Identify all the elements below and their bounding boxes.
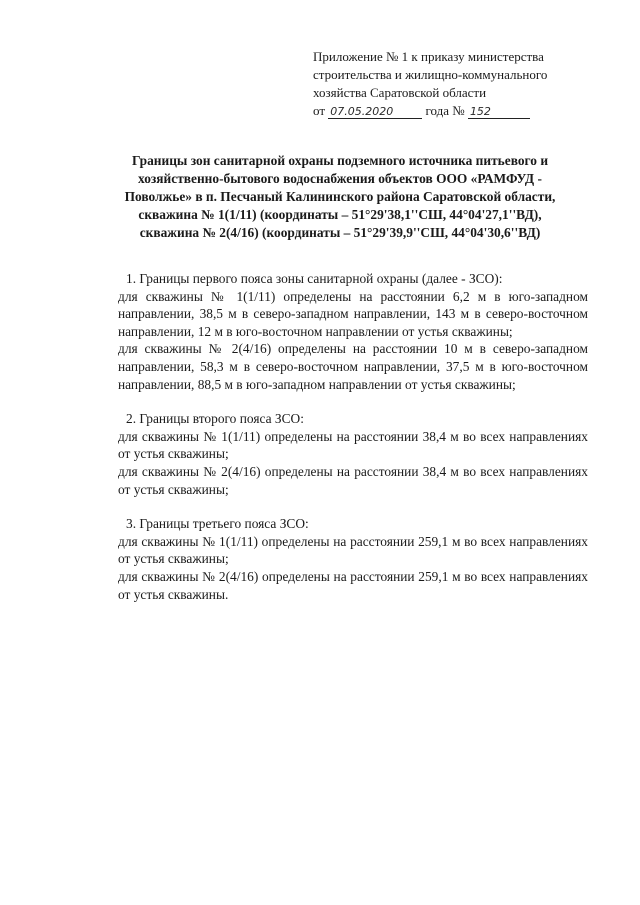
appendix-header bbox=[313, 48, 613, 120]
section-3-heading: 3. Границы третьего пояса ЗСО: bbox=[126, 516, 309, 532]
appendix-line-2: строительства и жилищно-коммунального bbox=[313, 67, 548, 82]
title-line-2: хозяйственно-бытового водоснабжения объектов ООО «РАМФУД - bbox=[138, 171, 542, 186]
section-1-heading: 1. Границы первого пояса зоны санитарной охраны (далее - ЗСО): bbox=[126, 271, 503, 286]
title-line-3: Поволжье» в п. Песчаный Калининского района Саратовской области, bbox=[124, 189, 556, 204]
document-title bbox=[90, 152, 590, 242]
title-line-1: Границы зон санитарной охраны подземного источника питьевого и bbox=[131, 153, 549, 168]
order-date-number-line bbox=[313, 102, 613, 120]
appendix-line-3: хозяйства Саратовской области bbox=[313, 85, 487, 100]
document-body bbox=[118, 270, 588, 603]
title-line-5: скважина № 2(4/16) (координаты – 51°29'39,9''СШ, 44°04'30,6''ВД) bbox=[139, 225, 541, 240]
order-date-handwritten: 07.05.2020 bbox=[328, 106, 422, 119]
number-label: года № bbox=[425, 103, 465, 118]
section-2-well-2: для скважины № 2(4/16) определены на расстоянии 38,4 м во всех направлениях от устья скважины; bbox=[118, 463, 588, 497]
section-2-well-1: для скважины № 1(1/11) определены на расстоянии 38,4 м во всех направлениях от устья скважины; bbox=[118, 428, 588, 462]
section-3-well-2: для скважины № 2(4/16) определены на расстоянии 259,1 м во всех направлениях от устья скважины. bbox=[118, 568, 588, 602]
from-label: от bbox=[313, 103, 326, 118]
section-1-well-2: для скважины № 2(4/16) определены на расстоянии 10 м в северо-западном направлении, 58,3 м в северо-восточном направлении, 37,5 м в юго-восточном направлении, 88,5 м в юго-западном направлении от устья скважины; bbox=[118, 341, 588, 392]
section-3-well-1: для скважины № 1(1/11) определены на расстоянии 259,1 м во всех направлениях от устья скважины; bbox=[118, 533, 588, 567]
title-line-4: скважина № 1(1/11) (координаты – 51°29'38,1''СШ, 44°04'27,1''ВД), bbox=[138, 207, 542, 222]
order-number-handwritten: 152 bbox=[468, 106, 530, 119]
section-1-well-1: для скважины № 1(1/11) определены на расстоянии 6,2 м в юго-западном направлении, 38,5 м в северо-западном направлении, 143 м в северо-восточном направлении, 12 м в юго-восточном направлении от устья скважины; bbox=[118, 288, 588, 339]
appendix-line-1: Приложение № 1 к приказу министерства bbox=[313, 49, 544, 64]
section-2-heading: 2. Границы второго пояса ЗСО: bbox=[126, 411, 304, 427]
